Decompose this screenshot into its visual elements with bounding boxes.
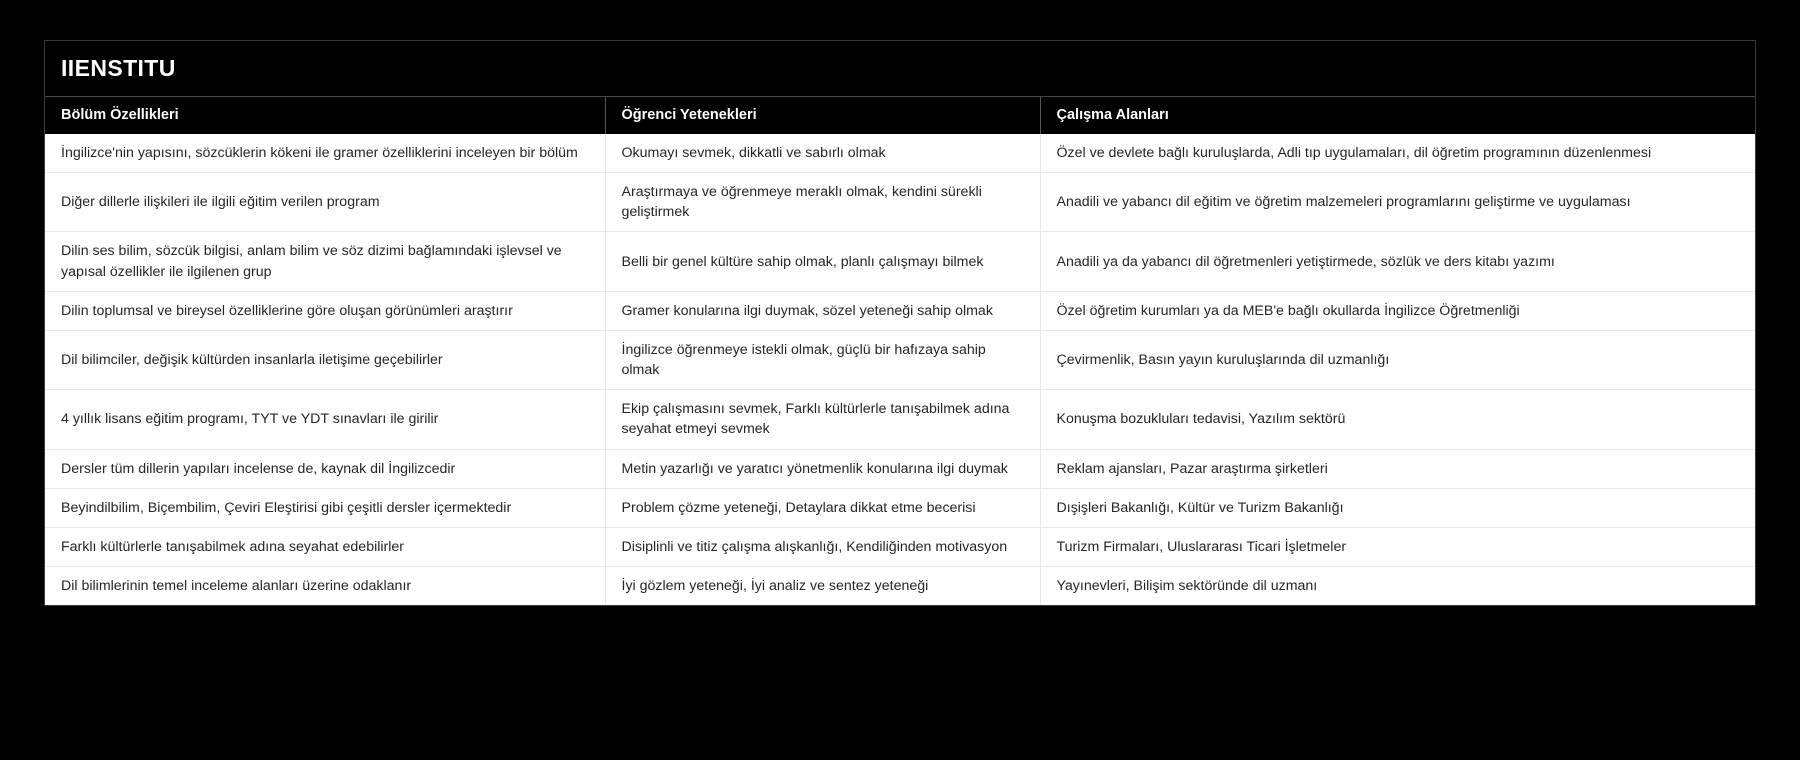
table-header-row bbox=[45, 97, 1756, 134]
table-cell-calisma: Yayınevleri, Bilişim sektöründe dil uzmanı bbox=[1040, 567, 1756, 606]
table-row bbox=[45, 232, 1756, 291]
table-cell-yetenek: Okumayı sevmek, dikkatli ve sabırlı olmak bbox=[605, 134, 1040, 173]
table-cell-bolum: 4 yıllık lisans eğitim programı, TYT ve YDT sınavları ile girilir bbox=[45, 390, 605, 449]
table-row bbox=[45, 291, 1756, 330]
table-cell-yetenek: İyi gözlem yeteneği, İyi analiz ve sentez yeteneği bbox=[605, 567, 1040, 606]
table-cell-bolum: Farklı kültürlerle tanışabilmek adına seyahat edebilirler bbox=[45, 527, 605, 566]
table-cell-yetenek: Araştırmaya ve öğrenmeye meraklı olmak, kendini sürekli geliştirmek bbox=[605, 173, 1040, 232]
table-cell-yetenek: Ekip çalışmasını sevmek, Farklı kültürlerle tanışabilmek adına seyahat etmeyi sevmek bbox=[605, 390, 1040, 449]
table-row bbox=[45, 134, 1756, 173]
column-header-ogrenci-yetenekleri: Öğrenci Yetenekleri bbox=[605, 97, 1040, 134]
table-cell-calisma: Çevirmenlik, Basın yayın kuruluşlarında dil uzmanlığı bbox=[1040, 330, 1756, 389]
table-cell-calisma: Anadili ve yabancı dil eğitim ve öğretim malzemeleri programlarını geliştirme ve uygulaması bbox=[1040, 173, 1756, 232]
table-body bbox=[45, 134, 1756, 605]
table-cell-bolum: Diğer dillerle ilişkileri ile ilgili eğitim verilen program bbox=[45, 173, 605, 232]
table-row bbox=[45, 390, 1756, 449]
brand-header bbox=[45, 41, 1755, 97]
table-cell-calisma: Konuşma bozukluları tedavisi, Yazılım sektörü bbox=[1040, 390, 1756, 449]
table-cell-bolum: Beyindilbilim, Biçembilim, Çeviri Eleştirisi gibi çeşitli dersler içermektedir bbox=[45, 488, 605, 527]
table-cell-calisma: Dışişleri Bakanlığı, Kültür ve Turizm Bakanlığı bbox=[1040, 488, 1756, 527]
table-cell-bolum: Dilin toplumsal ve bireysel özelliklerine göre oluşan görünümleri araştırır bbox=[45, 291, 605, 330]
table-cell-bolum: Dil bilimciler, değişik kültürden insanlarla iletişime geçebilirler bbox=[45, 330, 605, 389]
table-cell-calisma: Özel ve devlete bağlı kuruluşlarda, Adli tıp uygulamaları, dil öğretim programının düzenlenmesi bbox=[1040, 134, 1756, 173]
table-cell-yetenek: Gramer konularına ilgi duymak, sözel yeteneği sahip olmak bbox=[605, 291, 1040, 330]
table-cell-calisma: Anadili ya da yabancı dil öğretmenleri yetiştirmede, sözlük ve ders kitabı yazımı bbox=[1040, 232, 1756, 291]
table-cell-calisma: Özel öğretim kurumları ya da MEB'e bağlı okullarda İngilizce Öğretmenliği bbox=[1040, 291, 1756, 330]
table-cell-yetenek: Disiplinli ve titiz çalışma alışkanlığı, Kendiliğinden motivasyon bbox=[605, 527, 1040, 566]
column-header-bolum-ozellikleri: Bölüm Özellikleri bbox=[45, 97, 605, 134]
table-row bbox=[45, 488, 1756, 527]
comparison-table bbox=[45, 97, 1756, 605]
column-header-calisma-alanlari: Çalışma Alanları bbox=[1040, 97, 1756, 134]
table-cell-bolum: Dersler tüm dillerin yapıları incelense de, kaynak dil İngilizcedir bbox=[45, 449, 605, 488]
table-cell-bolum: İngilizce'nin yapısını, sözcüklerin kökeni ile gramer özelliklerini inceleyen bir bölüm bbox=[45, 134, 605, 173]
table-header bbox=[45, 97, 1756, 134]
table-cell-yetenek: İngilizce öğrenmeye istekli olmak, güçlü bir hafızaya sahip olmak bbox=[605, 330, 1040, 389]
table-cell-bolum: Dilin ses bilim, sözcük bilgisi, anlam bilim ve söz dizimi bağlamındaki işlevsel ve yapısal özellikler ile ilgilenen grup bbox=[45, 232, 605, 291]
table-cell-calisma: Reklam ajansları, Pazar araştırma şirketleri bbox=[1040, 449, 1756, 488]
table-cell-bolum: Dil bilimlerinin temel inceleme alanları üzerine odaklanır bbox=[45, 567, 605, 606]
brand-title: IIENSTITU bbox=[61, 55, 176, 81]
table-row bbox=[45, 567, 1756, 606]
info-table-card bbox=[44, 40, 1756, 606]
table-row bbox=[45, 527, 1756, 566]
table-cell-yetenek: Belli bir genel kültüre sahip olmak, planlı çalışmayı bilmek bbox=[605, 232, 1040, 291]
table-cell-yetenek: Problem çözme yeteneği, Detaylara dikkat etme becerisi bbox=[605, 488, 1040, 527]
table-cell-yetenek: Metin yazarlığı ve yaratıcı yönetmenlik konularına ilgi duymak bbox=[605, 449, 1040, 488]
table-cell-calisma: Turizm Firmaları, Uluslararası Ticari İşletmeler bbox=[1040, 527, 1756, 566]
table-row bbox=[45, 173, 1756, 232]
table-row bbox=[45, 449, 1756, 488]
table-row bbox=[45, 330, 1756, 389]
